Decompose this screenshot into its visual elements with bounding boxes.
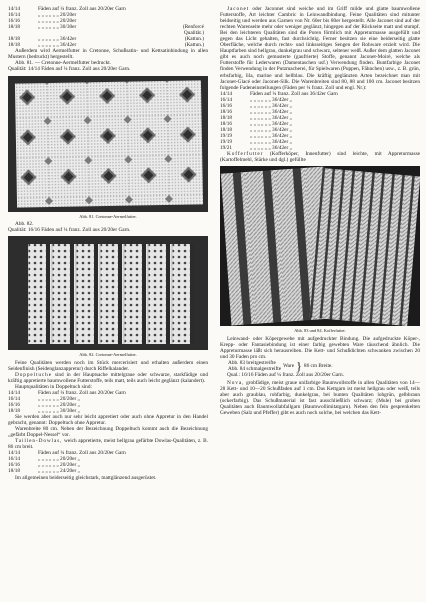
quality-cell: 18/18 — [220, 126, 233, 133]
spec-cell: „ „ „ „ „ „ 20/20er — [38, 12, 77, 19]
term-nova: Nova, — [227, 380, 245, 387]
taillen-dowlas-text: weich appretierte, meist hellgrau gefärbte Dowlas-Qualitäten, z. B. 86 cm breit. — [8, 438, 208, 451]
spec-cell: „ „ „ „ „ „ 36/42er „ — [250, 132, 292, 139]
spec-cell: Fäden auf ¼ franz. Zoll aus 20/20er Garn — [38, 450, 126, 457]
doppeltuche-text: sind in der Hauptsache mittelgraue oder schwarze, starkfädige und kräftig appretierte baumwollene Futterstoffe, teils matt, teils auch leicht geglänzt (kalandert). — [8, 371, 208, 384]
kofferfutter-text: (Kofferköper, Innenfutter) sind leichte, mit Appreturmasse (Kartoffelmehl, Stärke und dgl.) gefüllte — [220, 151, 420, 164]
abb82-heading: Abb. 82. — [15, 221, 34, 228]
doppeltuche-lead: Hauptqualitäten in Doppeltuch sind: — [15, 383, 92, 390]
quality-cell: 14/14 — [220, 90, 233, 97]
quality-cell: 14/14 — [8, 450, 21, 457]
paragraph-warenbreite: Warenbreite 80 cm. Neben der Bezeichnung Doppeltuch kommt auch die Bezeichnung „gefärbt Doppel-Nessel“ vor. — [8, 426, 208, 439]
quality-cell: 16/14 — [8, 456, 21, 463]
cretonne-stripe-pattern — [8, 236, 208, 350]
spec-cell: „ „ „ „ „ „ 20/20er — [38, 18, 77, 25]
spec-cell: „ „ „ „ „ „ 36/42er „ — [250, 96, 292, 103]
figure-82-caption: Abb. 82. Cretonne-Aermelfutter. — [79, 352, 137, 358]
term-jaconet: Jaconet — [227, 6, 250, 12]
quality-cell: 18/18 — [8, 36, 21, 43]
quality-cell: 16/14 — [220, 96, 233, 103]
spec-cell: „ „ „ „ „ „ 36/42er — [38, 36, 77, 43]
doppeltuch-table — [8, 390, 208, 414]
spec-cell: Fäden auf ¼ franz. Zoll aus 36/42er Garn — [250, 90, 338, 97]
term-kofferfutter: Kofferfutter — [227, 151, 264, 158]
figure-81-caption: Abb. 81. Cretonne-Aermelfutter. — [79, 213, 137, 219]
quality-cell: 19/19 — [220, 139, 233, 146]
paragraph-jaconet — [220, 6, 420, 91]
note-cell: (Kattun.) — [184, 42, 204, 49]
abb82-quality: Qualität: 16/16 Fäden auf ¼ franz. Zoll aus 20/20er Garn. — [8, 227, 131, 234]
figure-82-fabric-image — [8, 236, 208, 350]
spec-cell: „ „ „ „ „ „ 36/42er — [38, 42, 77, 49]
abb84-label: Abb. 84 schmalgestreifte — [228, 365, 282, 372]
kofferfutter-stripes-pattern — [220, 166, 420, 326]
spec-cell: „ „ „ „ „ „ 36/42er „ — [250, 102, 292, 109]
paragraph-doppeltuche — [8, 372, 208, 384]
spec-cell: „ „ „ „ „ „ 20/20er „ — [38, 462, 80, 469]
quality-cell: 18/18 — [8, 407, 21, 414]
jaconet-table — [220, 91, 420, 151]
spec-cell: Fäden auf ¼ franz. Zoll aus 20/20er Garn — [38, 389, 126, 396]
quality-cell: 18/16 — [220, 108, 233, 115]
left-column — [8, 6, 208, 481]
taillen-table — [8, 450, 208, 474]
abb83-84-block — [228, 360, 420, 372]
nova-text: grobfädige, meist graue unifarbige Baumwollstoffe in allen Qualitäten von 14—28 Kett- und 10—20 Schußfaden auf 1 cm. Das Kettgarn ist meist hellgrau oder weiß, teils aber auch graublau, rohfarbig, dunkelgrau, bei bunten Qualitäten lohgrün, gelbbraun (ockerfarbig). Das Schußmaterial ist fast ausschließlich schwarz; (Mule) bei groben Qualitäten auch Baumwollabfallgarn (Baumwollimitatgarn). Neben den fein gesprenkelten Geweben (Salz und Pfeffer) gibt es auch noch solche, bei welchen das Kett- — [220, 380, 421, 417]
note-cell: (Renforcé — [182, 24, 204, 31]
spec-cell: „ „ „ „ „ „ 30/30er — [38, 24, 77, 31]
quality-cell: 14/14 — [8, 389, 21, 396]
quality-cell: 16/16 — [8, 18, 21, 25]
ware-label: Ware — [283, 362, 295, 369]
quality-cell: 16/16 — [220, 102, 233, 109]
spec-cell: „ „ „ „ „ „ 24/20er „ — [38, 468, 80, 475]
abb81-quality: Qualität: 14/14 Fäden auf ¼ franz. Zoll aus 20/20er Garn. — [8, 66, 131, 73]
spec-cell: „ „ „ „ „ „ 20/20er „ — [38, 456, 80, 463]
spec-cell: „ „ „ „ „ „ 36/42er „ — [250, 108, 292, 115]
quality-cell: 16/14 — [8, 12, 21, 19]
paragraph-nova — [220, 380, 420, 416]
spec-cell: „ „ „ „ „ „ 30/30er „ — [38, 407, 80, 414]
top-quality-table — [8, 6, 208, 48]
breite-label: 86 cm Breite. — [303, 362, 333, 369]
figure-83-84-fabric-image — [220, 166, 420, 326]
quality-cell: 18/18 — [220, 114, 233, 121]
quality-cell: 16/16 — [8, 462, 21, 469]
quality-cell: 18/18 — [8, 24, 21, 31]
paragraph-aermelfutter: Außerdem wird Aermelfutter in Cretonne, Schußsatin- und Kettsatinbindung in allen Mustern (bedruckt) hergestellt. — [8, 48, 208, 61]
paragraph-appretur: Sie werden aber auch nur sehr leicht appretiert oder auch ohne Appretur in den Handel gebracht, genannt: Doppeltuch ohne Appretur. — [8, 414, 208, 427]
note-cell: Qualität.) — [183, 30, 204, 37]
spec-cell: „ „ „ „ „ „ 36/42er „ — [250, 114, 292, 121]
spec-cell: „ „ „ „ „ „ 20/20er „ — [38, 401, 80, 408]
paragraph-taillen-dowlas — [8, 438, 208, 450]
quality-cell: 16/16 — [8, 401, 21, 408]
abb81-heading: Abb. 81. — Cretonne-Aermelfutter bedruckt. — [15, 60, 112, 67]
paragraph-allgemein: Im allgemeinen beiderseitig gleichstark, mattglänzend ausgerüstet. — [15, 474, 157, 481]
term-taillen-dowlas: Taillen-Dowlas, — [15, 438, 63, 445]
spec-cell: „ „ „ „ „ „ 36/42er „ — [250, 139, 292, 146]
cretonne-diamond-pattern — [8, 76, 208, 212]
spec-cell: „ „ „ „ „ „ 36/42er „ — [250, 120, 292, 127]
quality-cell: 18/16 — [220, 120, 233, 127]
right-column — [220, 6, 420, 416]
paragraph-leinwand: Leinwand- oder Köpergewebe mit aufgedruckter Bindung. Die aufgedruckte Köper-, Krepp- oder Fantasiebindung ist einer farbig gewebten Ware täuschend ähnlich. Die Appreturmasse läßt sich herausreiben. Die Kett- und Schußdichten schwanken zwischen 20 und 30 Faden pro cm. — [220, 335, 420, 360]
quality-cell: 19/19 — [220, 132, 233, 139]
term-doppeltuche: Doppeltuche — [15, 371, 52, 378]
spec-cell: Fäden auf ¼ franz. Zoll aus 20/20er Garn — [38, 6, 126, 12]
spec-cell: „ „ „ „ „ „ 36/42er „ — [250, 126, 292, 133]
jaconet-text: oder Jaconnet sind weiche und im Griff milde und glatte baumwollene Futterstoffe, Art leichter Cambric in Leinwandbindung. Feine Qualitäten sind mitunter beidseitig und werden aus Garnen von Nr. 60er bis 80er hergestellt. Alle Jaconet sind auf der rechten Warenseite mehr oder weniger geglänzt, hingegen auf der Rückseite matt und stumpf. Bei den leichteren Qualitäten sind die Poren förmlich mit Appreturmasse ausgefüllt und gegen das Licht gehalten, fast durchsichtig. Ferner besitzen sie eine beiderseitig glatte Oberfläche, welche durch rechts- und linksseitiges Sengen der Rohware erzielt wird. Die Hauptfarben sind hellgrau, dunkelgrau und schwarz, seltener weiß. Außer dem glatten Jaconet gibt es auch noch gemusterte (gaufrierte) Stoffe, genannt Jaconet-Moiré, welche als Futterstoffe für Lederwaren (Damentaschen usf.) Verwendung finden. Buntfarbige Jaconet finden Verwendung in der Putzmacherei, für Spielwaren (Puppen, Fähnchen) usw., z. B. grün, erbsfarbig, lila, marine und hellblau. Die kräftig geglänzten Arten bezeichnet man mit Jaconet-Glacé oder Jaconet-Silk. Die Warenbreiten sind 80, 88 und 100 cm. Jaconet besitzen folgende Fadeneinstellungen (Fäden per ¼ franz. Zoll und engl. Nr.): — [220, 6, 420, 91]
note-cell: (Kattun.) — [184, 36, 204, 43]
quality-cell: 18/18 — [8, 42, 21, 49]
paragraph-kofferfutter — [220, 151, 420, 163]
quality-cell: 14/14 — [8, 6, 21, 12]
abb-quality: Qual.: 16/16 Fäden auf ¼ franz. Zoll aus 20/20er Garn. — [227, 372, 344, 378]
spec-cell: „ „ „ „ „ „ 20/20er „ — [38, 395, 80, 402]
brace: } — [296, 358, 302, 373]
figure-81-fabric-image — [8, 76, 208, 212]
paragraph-feine: Feine Qualitäten werden noch im Stück mercerisiert und erhalten außerdem einen Seidenfinish (Seidenglanzappretur) durch Riffelkalander. — [8, 359, 208, 372]
spec-cell: „ „ „ „ „ „ 36/42er „ — [250, 145, 292, 152]
quality-cell: 16/14 — [8, 395, 21, 402]
figure-83-84-caption: Abb. 83 und 84. Kofferfutter. — [294, 328, 346, 334]
quality-cell: 19/21 — [220, 145, 233, 152]
quality-cell: 18/18 — [8, 468, 21, 475]
abb83-label: Abb. 83 breitgestreifte — [228, 359, 276, 366]
